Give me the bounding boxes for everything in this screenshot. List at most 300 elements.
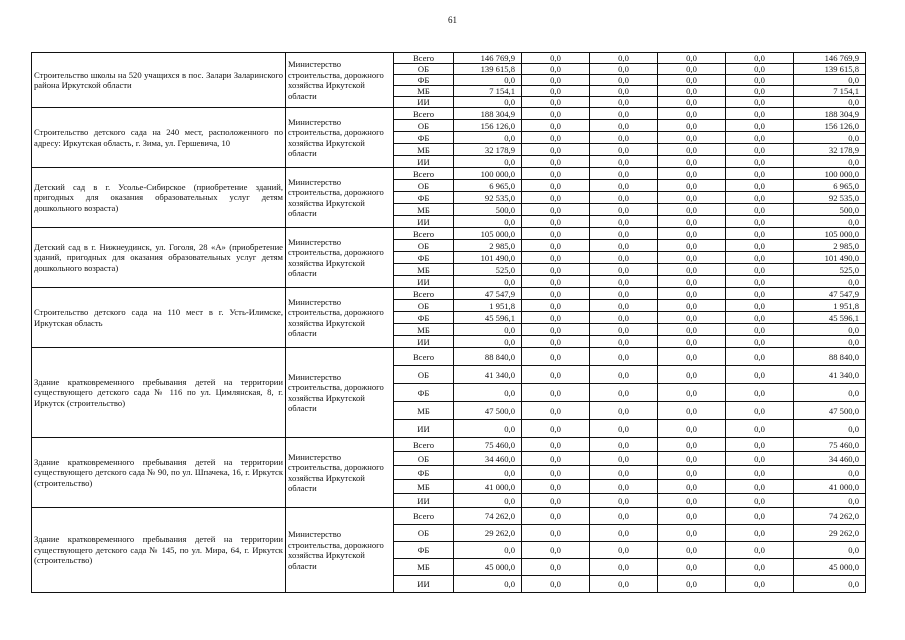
total-amount: 101 490,0 <box>454 252 522 264</box>
year-amount: 0,0 <box>590 53 658 64</box>
sum-amount: 0,0 <box>794 132 866 144</box>
sum-amount: 41 340,0 <box>794 366 866 384</box>
funding-source: ОБ <box>394 64 454 75</box>
funding-source: ИИ <box>394 97 454 108</box>
year-amount: 0,0 <box>522 452 590 466</box>
total-amount: 2 985,0 <box>454 240 522 252</box>
year-amount: 0,0 <box>522 53 590 64</box>
year-amount: 0,0 <box>726 64 794 75</box>
sum-amount: 7 154,1 <box>794 86 866 97</box>
total-amount: 7 154,1 <box>454 86 522 97</box>
year-amount: 0,0 <box>522 64 590 75</box>
funding-source: ФБ <box>394 384 454 402</box>
year-amount: 0,0 <box>726 204 794 216</box>
table-row <box>32 53 866 64</box>
funding-source: МБ <box>394 204 454 216</box>
sum-amount: 0,0 <box>794 494 866 508</box>
funding-source: Всего <box>394 508 454 525</box>
year-amount: 0,0 <box>726 559 794 576</box>
sum-amount: 188 304,9 <box>794 108 866 120</box>
total-amount: 0,0 <box>454 216 522 228</box>
year-amount: 0,0 <box>726 576 794 593</box>
ministry-name: Министерство строительства, дорожного хозяйства Иркутской области <box>286 288 394 348</box>
year-amount: 0,0 <box>726 348 794 366</box>
funding-source: ОБ <box>394 120 454 132</box>
year-amount: 0,0 <box>658 64 726 75</box>
total-amount: 0,0 <box>454 156 522 168</box>
total-amount: 0,0 <box>454 494 522 508</box>
total-amount: 47 547,9 <box>454 288 522 300</box>
total-amount: 0,0 <box>454 576 522 593</box>
sum-amount: 92 535,0 <box>794 192 866 204</box>
year-amount: 0,0 <box>522 216 590 228</box>
sum-amount: 74 262,0 <box>794 508 866 525</box>
table-row <box>32 288 866 300</box>
funding-source: МБ <box>394 144 454 156</box>
year-amount: 0,0 <box>658 494 726 508</box>
total-amount: 32 178,9 <box>454 144 522 156</box>
funding-source: МБ <box>394 402 454 420</box>
year-amount: 0,0 <box>726 180 794 192</box>
budget-table <box>31 52 866 593</box>
sum-amount: 525,0 <box>794 264 866 276</box>
total-amount: 146 769,9 <box>454 53 522 64</box>
table-row <box>32 348 866 366</box>
funding-source: МБ <box>394 86 454 97</box>
year-amount: 0,0 <box>726 264 794 276</box>
year-amount: 0,0 <box>522 366 590 384</box>
year-amount: 0,0 <box>590 438 658 452</box>
year-amount: 0,0 <box>658 336 726 348</box>
year-amount: 0,0 <box>590 120 658 132</box>
year-amount: 0,0 <box>726 192 794 204</box>
year-amount: 0,0 <box>726 168 794 180</box>
funding-source: ФБ <box>394 192 454 204</box>
year-amount: 0,0 <box>726 384 794 402</box>
total-amount: 0,0 <box>454 384 522 402</box>
year-amount: 0,0 <box>522 288 590 300</box>
year-amount: 0,0 <box>658 466 726 480</box>
year-amount: 0,0 <box>658 508 726 525</box>
funding-source: ФБ <box>394 312 454 324</box>
sum-amount: 0,0 <box>794 384 866 402</box>
year-amount: 0,0 <box>590 288 658 300</box>
year-amount: 0,0 <box>658 108 726 120</box>
year-amount: 0,0 <box>522 508 590 525</box>
year-amount: 0,0 <box>658 168 726 180</box>
year-amount: 0,0 <box>726 508 794 525</box>
year-amount: 0,0 <box>726 452 794 466</box>
funding-source: Всего <box>394 53 454 64</box>
year-amount: 0,0 <box>726 438 794 452</box>
total-amount: 88 840,0 <box>454 348 522 366</box>
year-amount: 0,0 <box>522 180 590 192</box>
year-amount: 0,0 <box>590 559 658 576</box>
year-amount: 0,0 <box>658 240 726 252</box>
year-amount: 0,0 <box>522 525 590 542</box>
year-amount: 0,0 <box>658 452 726 466</box>
year-amount: 0,0 <box>522 438 590 452</box>
sum-amount: 0,0 <box>794 216 866 228</box>
year-amount: 0,0 <box>590 264 658 276</box>
funding-source: ОБ <box>394 300 454 312</box>
funding-source: МБ <box>394 480 454 494</box>
year-amount: 0,0 <box>590 324 658 336</box>
year-amount: 0,0 <box>658 156 726 168</box>
year-amount: 0,0 <box>726 366 794 384</box>
sum-amount: 41 000,0 <box>794 480 866 494</box>
year-amount: 0,0 <box>590 466 658 480</box>
year-amount: 0,0 <box>726 86 794 97</box>
year-amount: 0,0 <box>658 192 726 204</box>
year-amount: 0,0 <box>658 86 726 97</box>
year-amount: 0,0 <box>590 144 658 156</box>
year-amount: 0,0 <box>726 252 794 264</box>
project-name: Здание кратковременного пребывания детей на территории существующего детского сада № 116 по ул. Цимлянская, 8, г. Иркутск (строительство) <box>32 348 286 438</box>
year-amount: 0,0 <box>590 240 658 252</box>
page-number: 61 <box>448 15 457 25</box>
total-amount: 0,0 <box>454 466 522 480</box>
table-row <box>32 108 866 120</box>
sum-amount: 0,0 <box>794 97 866 108</box>
year-amount: 0,0 <box>522 312 590 324</box>
sum-amount: 75 460,0 <box>794 438 866 452</box>
total-amount: 0,0 <box>454 97 522 108</box>
year-amount: 0,0 <box>590 252 658 264</box>
year-amount: 0,0 <box>522 228 590 240</box>
total-amount: 75 460,0 <box>454 438 522 452</box>
year-amount: 0,0 <box>522 276 590 288</box>
total-amount: 0,0 <box>454 542 522 559</box>
year-amount: 0,0 <box>658 288 726 300</box>
total-amount: 41 340,0 <box>454 366 522 384</box>
total-amount: 45 000,0 <box>454 559 522 576</box>
total-amount: 0,0 <box>454 75 522 86</box>
funding-source: Всего <box>394 288 454 300</box>
sum-amount: 0,0 <box>794 542 866 559</box>
year-amount: 0,0 <box>658 438 726 452</box>
year-amount: 0,0 <box>726 97 794 108</box>
year-amount: 0,0 <box>590 97 658 108</box>
year-amount: 0,0 <box>522 336 590 348</box>
funding-source: Всего <box>394 228 454 240</box>
project-name: Строительство школы на 520 учащихся в пос. Залари Заларинского района Иркутской области <box>32 53 286 108</box>
year-amount: 0,0 <box>658 420 726 438</box>
year-amount: 0,0 <box>522 420 590 438</box>
year-amount: 0,0 <box>726 466 794 480</box>
year-amount: 0,0 <box>590 508 658 525</box>
year-amount: 0,0 <box>658 480 726 494</box>
year-amount: 0,0 <box>726 494 794 508</box>
total-amount: 74 262,0 <box>454 508 522 525</box>
year-amount: 0,0 <box>590 452 658 466</box>
sum-amount: 101 490,0 <box>794 252 866 264</box>
year-amount: 0,0 <box>522 576 590 593</box>
year-amount: 0,0 <box>658 252 726 264</box>
total-amount: 29 262,0 <box>454 525 522 542</box>
sum-amount: 0,0 <box>794 324 866 336</box>
year-amount: 0,0 <box>522 86 590 97</box>
year-amount: 0,0 <box>590 384 658 402</box>
year-amount: 0,0 <box>590 276 658 288</box>
year-amount: 0,0 <box>726 120 794 132</box>
year-amount: 0,0 <box>658 366 726 384</box>
sum-amount: 2 985,0 <box>794 240 866 252</box>
year-amount: 0,0 <box>658 264 726 276</box>
year-amount: 0,0 <box>658 75 726 86</box>
year-amount: 0,0 <box>590 494 658 508</box>
year-amount: 0,0 <box>522 204 590 216</box>
project-name: Здание кратковременного пребывания детей на территории существующего детского сада № 145, по ул. Мира, 64, г. Иркутск (строительство) <box>32 508 286 593</box>
funding-source: Всего <box>394 168 454 180</box>
total-amount: 0,0 <box>454 324 522 336</box>
project-name: Детский сад в г. Нижнеудинск, ул. Гоголя, 28 «А» (приобретение зданий, пригодных для оказания образовательных услуг детям дошкольного возраста) <box>32 228 286 288</box>
funding-source: ИИ <box>394 336 454 348</box>
year-amount: 0,0 <box>726 288 794 300</box>
sum-amount: 32 178,9 <box>794 144 866 156</box>
year-amount: 0,0 <box>590 480 658 494</box>
year-amount: 0,0 <box>590 525 658 542</box>
year-amount: 0,0 <box>522 192 590 204</box>
year-amount: 0,0 <box>590 336 658 348</box>
year-amount: 0,0 <box>658 348 726 366</box>
table-row <box>32 168 866 180</box>
year-amount: 0,0 <box>590 228 658 240</box>
year-amount: 0,0 <box>590 300 658 312</box>
year-amount: 0,0 <box>522 300 590 312</box>
funding-source: Всего <box>394 438 454 452</box>
ministry-name: Министерство строительства, дорожного хозяйства Иркутской области <box>286 228 394 288</box>
year-amount: 0,0 <box>726 132 794 144</box>
total-amount: 0,0 <box>454 132 522 144</box>
ministry-name: Министерство строительства, дорожного хозяйства Иркутской области <box>286 168 394 228</box>
year-amount: 0,0 <box>590 312 658 324</box>
year-amount: 0,0 <box>658 97 726 108</box>
funding-source: ИИ <box>394 420 454 438</box>
sum-amount: 0,0 <box>794 75 866 86</box>
funding-source: ИИ <box>394 276 454 288</box>
year-amount: 0,0 <box>658 559 726 576</box>
year-amount: 0,0 <box>590 216 658 228</box>
year-amount: 0,0 <box>522 402 590 420</box>
year-amount: 0,0 <box>658 204 726 216</box>
total-amount: 500,0 <box>454 204 522 216</box>
total-amount: 100 000,0 <box>454 168 522 180</box>
year-amount: 0,0 <box>726 156 794 168</box>
year-amount: 0,0 <box>658 180 726 192</box>
funding-source: ИИ <box>394 494 454 508</box>
year-amount: 0,0 <box>658 228 726 240</box>
table-row <box>32 508 866 525</box>
funding-source: ИИ <box>394 216 454 228</box>
table-body <box>32 53 866 593</box>
year-amount: 0,0 <box>522 97 590 108</box>
year-amount: 0,0 <box>590 180 658 192</box>
sum-amount: 88 840,0 <box>794 348 866 366</box>
total-amount: 6 965,0 <box>454 180 522 192</box>
sum-amount: 146 769,9 <box>794 53 866 64</box>
year-amount: 0,0 <box>590 156 658 168</box>
year-amount: 0,0 <box>522 384 590 402</box>
year-amount: 0,0 <box>522 252 590 264</box>
year-amount: 0,0 <box>726 300 794 312</box>
total-amount: 92 535,0 <box>454 192 522 204</box>
year-amount: 0,0 <box>726 312 794 324</box>
year-amount: 0,0 <box>658 402 726 420</box>
total-amount: 156 126,0 <box>454 120 522 132</box>
year-amount: 0,0 <box>590 366 658 384</box>
year-amount: 0,0 <box>658 525 726 542</box>
project-name: Строительство детского сада на 240 мест, расположенного по адресу: Иркутская область, г. Зима, ул. Гершевича, 10 <box>32 108 286 168</box>
year-amount: 0,0 <box>658 53 726 64</box>
year-amount: 0,0 <box>726 216 794 228</box>
year-amount: 0,0 <box>658 312 726 324</box>
year-amount: 0,0 <box>658 384 726 402</box>
total-amount: 525,0 <box>454 264 522 276</box>
sum-amount: 1 951,8 <box>794 300 866 312</box>
year-amount: 0,0 <box>590 576 658 593</box>
year-amount: 0,0 <box>522 264 590 276</box>
sum-amount: 100 000,0 <box>794 168 866 180</box>
year-amount: 0,0 <box>590 86 658 97</box>
year-amount: 0,0 <box>522 156 590 168</box>
year-amount: 0,0 <box>726 525 794 542</box>
year-amount: 0,0 <box>522 144 590 156</box>
sum-amount: 0,0 <box>794 576 866 593</box>
ministry-name: Министерство строительства, дорожного хозяйства Иркутской области <box>286 508 394 593</box>
year-amount: 0,0 <box>522 132 590 144</box>
year-amount: 0,0 <box>590 348 658 366</box>
year-amount: 0,0 <box>522 75 590 86</box>
funding-source: МБ <box>394 264 454 276</box>
funding-source: ОБ <box>394 452 454 466</box>
total-amount: 139 615,8 <box>454 64 522 75</box>
funding-source: МБ <box>394 324 454 336</box>
sum-amount: 47 547,9 <box>794 288 866 300</box>
funding-source: Всего <box>394 108 454 120</box>
year-amount: 0,0 <box>726 108 794 120</box>
funding-source: МБ <box>394 559 454 576</box>
year-amount: 0,0 <box>726 276 794 288</box>
sum-amount: 34 460,0 <box>794 452 866 466</box>
year-amount: 0,0 <box>658 324 726 336</box>
table-row <box>32 438 866 452</box>
year-amount: 0,0 <box>522 240 590 252</box>
funding-source: Всего <box>394 348 454 366</box>
year-amount: 0,0 <box>726 240 794 252</box>
ministry-name: Министерство строительства, дорожного хозяйства Иркутской области <box>286 438 394 508</box>
total-amount: 1 951,8 <box>454 300 522 312</box>
year-amount: 0,0 <box>590 204 658 216</box>
ministry-name: Министерство строительства, дорожного хозяйства Иркутской области <box>286 348 394 438</box>
year-amount: 0,0 <box>658 144 726 156</box>
year-amount: 0,0 <box>726 53 794 64</box>
year-amount: 0,0 <box>522 559 590 576</box>
total-amount: 0,0 <box>454 336 522 348</box>
year-amount: 0,0 <box>590 64 658 75</box>
funding-source: ФБ <box>394 252 454 264</box>
year-amount: 0,0 <box>658 300 726 312</box>
year-amount: 0,0 <box>726 75 794 86</box>
year-amount: 0,0 <box>522 494 590 508</box>
year-amount: 0,0 <box>590 168 658 180</box>
project-name: Детский сад в г. Усолье-Сибирское (приобретение зданий, пригодных для оказания образовательных услуг детям дошкольного возраста) <box>32 168 286 228</box>
year-amount: 0,0 <box>590 542 658 559</box>
funding-source: ФБ <box>394 132 454 144</box>
year-amount: 0,0 <box>658 542 726 559</box>
year-amount: 0,0 <box>726 228 794 240</box>
sum-amount: 500,0 <box>794 204 866 216</box>
total-amount: 105 000,0 <box>454 228 522 240</box>
year-amount: 0,0 <box>590 192 658 204</box>
sum-amount: 0,0 <box>794 420 866 438</box>
total-amount: 41 000,0 <box>454 480 522 494</box>
year-amount: 0,0 <box>522 168 590 180</box>
total-amount: 45 596,1 <box>454 312 522 324</box>
sum-amount: 45 596,1 <box>794 312 866 324</box>
sum-amount: 156 126,0 <box>794 120 866 132</box>
year-amount: 0,0 <box>590 108 658 120</box>
year-amount: 0,0 <box>590 420 658 438</box>
funding-source: ИИ <box>394 576 454 593</box>
year-amount: 0,0 <box>726 542 794 559</box>
year-amount: 0,0 <box>658 216 726 228</box>
year-amount: 0,0 <box>522 324 590 336</box>
sum-amount: 0,0 <box>794 156 866 168</box>
funding-source: ОБ <box>394 525 454 542</box>
sum-amount: 0,0 <box>794 276 866 288</box>
year-amount: 0,0 <box>522 120 590 132</box>
funding-source: ФБ <box>394 466 454 480</box>
year-amount: 0,0 <box>658 132 726 144</box>
year-amount: 0,0 <box>590 75 658 86</box>
total-amount: 47 500,0 <box>454 402 522 420</box>
year-amount: 0,0 <box>522 108 590 120</box>
sum-amount: 139 615,8 <box>794 64 866 75</box>
year-amount: 0,0 <box>726 144 794 156</box>
total-amount: 188 304,9 <box>454 108 522 120</box>
sum-amount: 47 500,0 <box>794 402 866 420</box>
funding-source: ФБ <box>394 75 454 86</box>
year-amount: 0,0 <box>522 542 590 559</box>
year-amount: 0,0 <box>658 120 726 132</box>
year-amount: 0,0 <box>522 466 590 480</box>
sum-amount: 0,0 <box>794 466 866 480</box>
year-amount: 0,0 <box>590 132 658 144</box>
funding-source: ФБ <box>394 542 454 559</box>
sum-amount: 0,0 <box>794 336 866 348</box>
year-amount: 0,0 <box>522 348 590 366</box>
year-amount: 0,0 <box>726 420 794 438</box>
year-amount: 0,0 <box>522 480 590 494</box>
funding-source: ИИ <box>394 156 454 168</box>
sum-amount: 29 262,0 <box>794 525 866 542</box>
total-amount: 34 460,0 <box>454 452 522 466</box>
sum-amount: 6 965,0 <box>794 180 866 192</box>
year-amount: 0,0 <box>726 480 794 494</box>
year-amount: 0,0 <box>658 576 726 593</box>
total-amount: 0,0 <box>454 420 522 438</box>
sum-amount: 45 000,0 <box>794 559 866 576</box>
project-name: Строительство детского сада на 110 мест в г. Усть-Илимске, Иркутская область <box>32 288 286 348</box>
funding-source: ОБ <box>394 366 454 384</box>
funding-source: ОБ <box>394 240 454 252</box>
project-name: Здание кратковременного пребывания детей на территории существующего детского сада № 90, по ул. Шпачека, 16, г. Иркутск (строительство) <box>32 438 286 508</box>
total-amount: 0,0 <box>454 276 522 288</box>
funding-source: ОБ <box>394 180 454 192</box>
year-amount: 0,0 <box>590 402 658 420</box>
year-amount: 0,0 <box>658 276 726 288</box>
